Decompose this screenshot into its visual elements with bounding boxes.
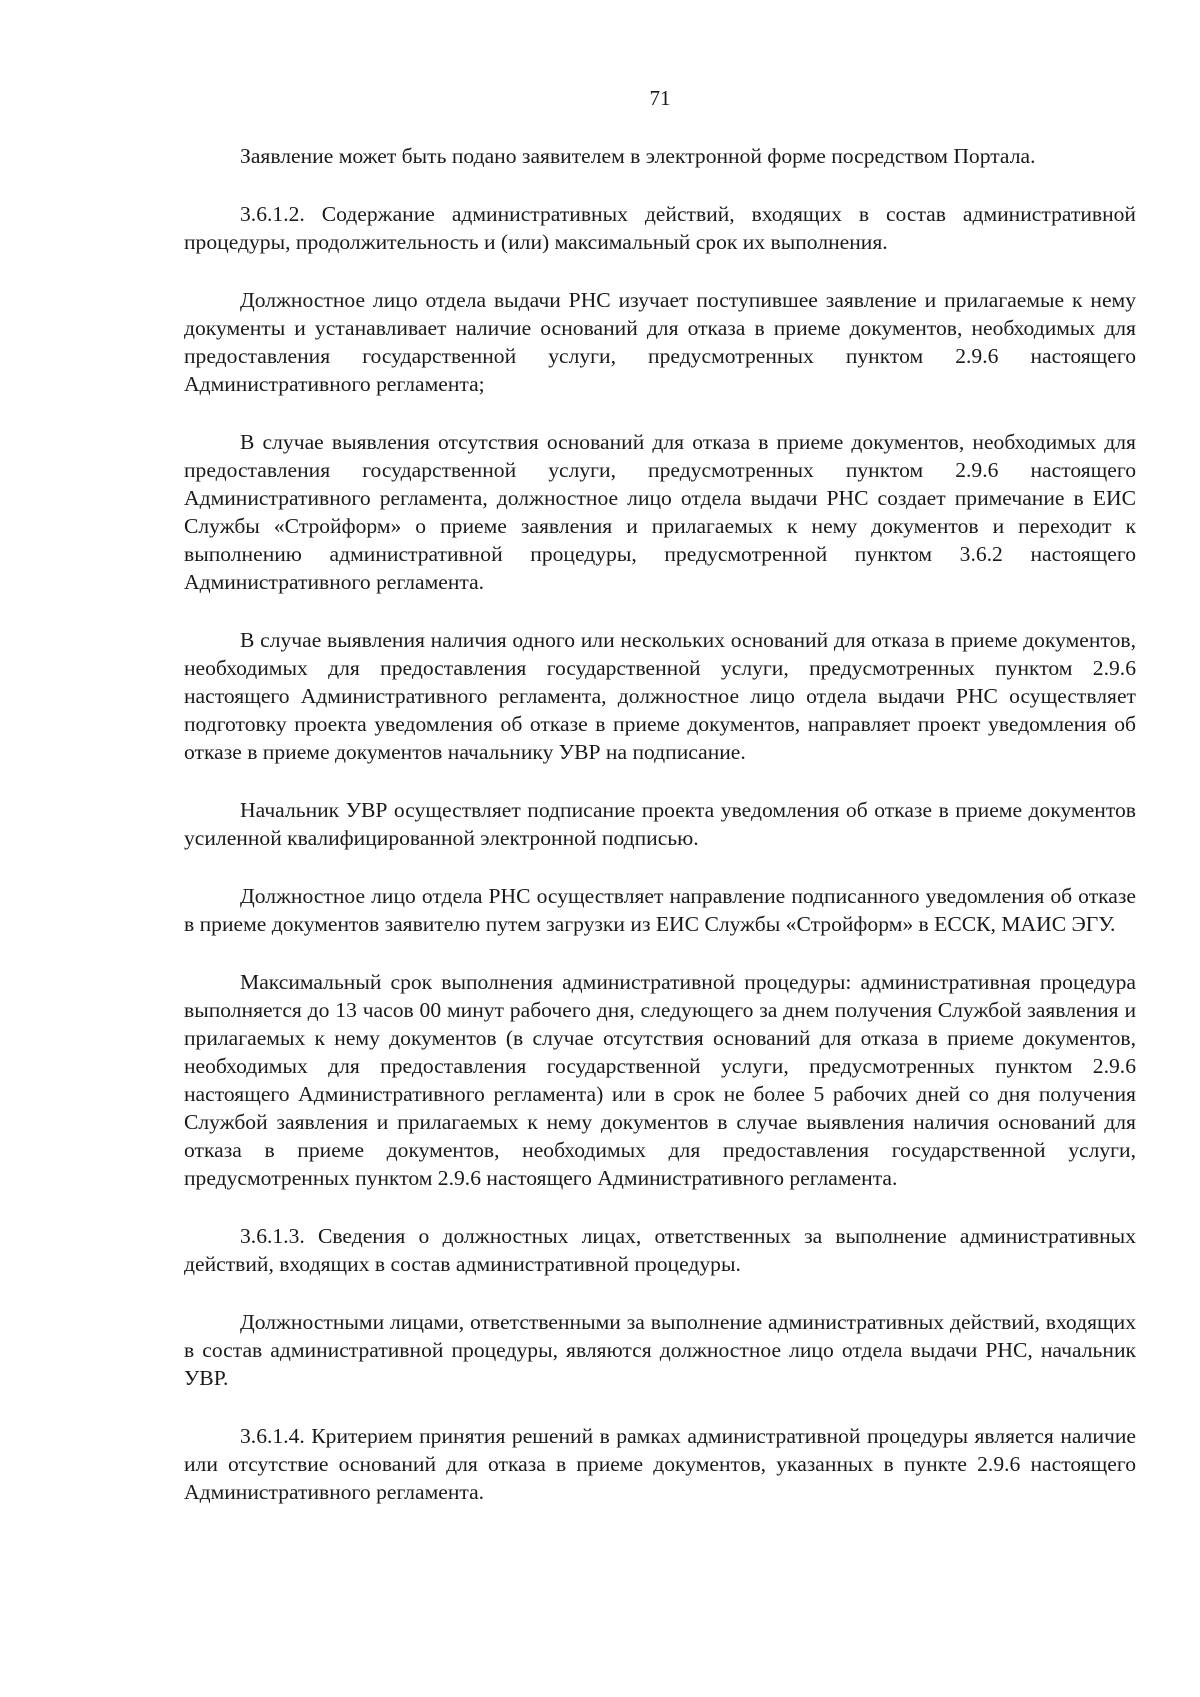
page-number: 71 bbox=[649, 86, 671, 110]
paragraph-section-3-6-1-3: 3.6.1.3. Сведения о должностных лицах, ответственных за выполнение административных действий, входящих в состав административной процедуры. bbox=[184, 1224, 1136, 1276]
paragraph-section-3-6-1-2: 3.6.1.2. Содержание административных действий, входящих в состав административной процедуры, продолжительность и (или) максимальный срок их выполнения. bbox=[184, 202, 1136, 254]
paragraph-responsible-officials: Должностными лицами, ответственными за выполнение административных действий, входящих в состав административной процедуры, являются должностное лицо отдела выдачи РНС, начальник УВР. bbox=[184, 1310, 1136, 1390]
paragraph-section-3-6-1-4: 3.6.1.4. Критерием принятия решений в рамках административной процедуры является наличие или отсутствие оснований для отказа в приеме документов, указанных в пункте 2.9.6 настоящего Административного регламента. bbox=[184, 1424, 1136, 1504]
document-body bbox=[184, 142, 1136, 1536]
paragraph-grounds-found-case: В случае выявления наличия одного или нескольких оснований для отказа в приеме документов, необходимых для предоставления государственной услуги, предусмотренных пунктом 2.9.6 настоящего Административного регламента, должностное лицо отдела выдачи РНС осуществляет подготовку проекта уведомления об отказе в приеме документов, направляет проект уведомления об отказе в приеме документов начальнику УВР на подписание. bbox=[184, 628, 1136, 764]
paragraph-no-grounds-case: В случае выявления отсутствия оснований для отказа в приеме документов, необходимых для предоставления государственной услуги, предусмотренных пунктом 2.9.6 настоящего Административного регламента, должностное лицо отдела выдачи РНС создает примечание в ЕИС Службы «Стройформ» о приеме заявления и прилагаемых к нему документов и переходит к выполнению административной процедуры, предусмотренной пунктом 3.6.2 настоящего Административного регламента. bbox=[184, 430, 1136, 594]
paragraph-head-signing: Начальник УВР осуществляет подписание проекта уведомления об отказе в приеме документов усиленной квалифицированной электронной подписью. bbox=[184, 798, 1136, 850]
paragraph-notice-sending: Должностное лицо отдела РНС осуществляет направление подписанного уведомления об отказе в приеме документов заявителю путем загрузки из ЕИС Службы «Стройформ» в ЕССК, МАИС ЭГУ. bbox=[184, 884, 1136, 936]
paragraph-max-duration: Максимальный срок выполнения административной процедуры: административная процедура выполняется до 13 часов 00 минут рабочего дня, следующего за днем получения Службой заявления и прилагаемых к нему документов (в случае отсутствия оснований для отказа в приеме документов, необходимых для предоставления государственной услуги, предусмотренных пунктом 2.9.6 настоящего Административного регламента) или в срок не более 5 рабочих дней со дня получения Службой заявления и прилагаемых к нему документов в случае выявления наличия оснований для отказа в приеме документов, необходимых для предоставления государственной услуги, предусмотренных пунктом 2.9.6 настоящего Административного регламента. bbox=[184, 970, 1136, 1190]
paragraph-official-review: Должностное лицо отдела выдачи РНС изучает поступившее заявление и прилагаемые к нему документы и устанавливает наличие оснований для отказа в приеме документов, необходимых для предоставления государственной услуги, предусмотренных пунктом 2.9.6 настоящего Административного регламента; bbox=[184, 288, 1136, 396]
paragraph-portal-submission: Заявление может быть подано заявителем в электронной форме посредством Портала. bbox=[240, 144, 1036, 168]
